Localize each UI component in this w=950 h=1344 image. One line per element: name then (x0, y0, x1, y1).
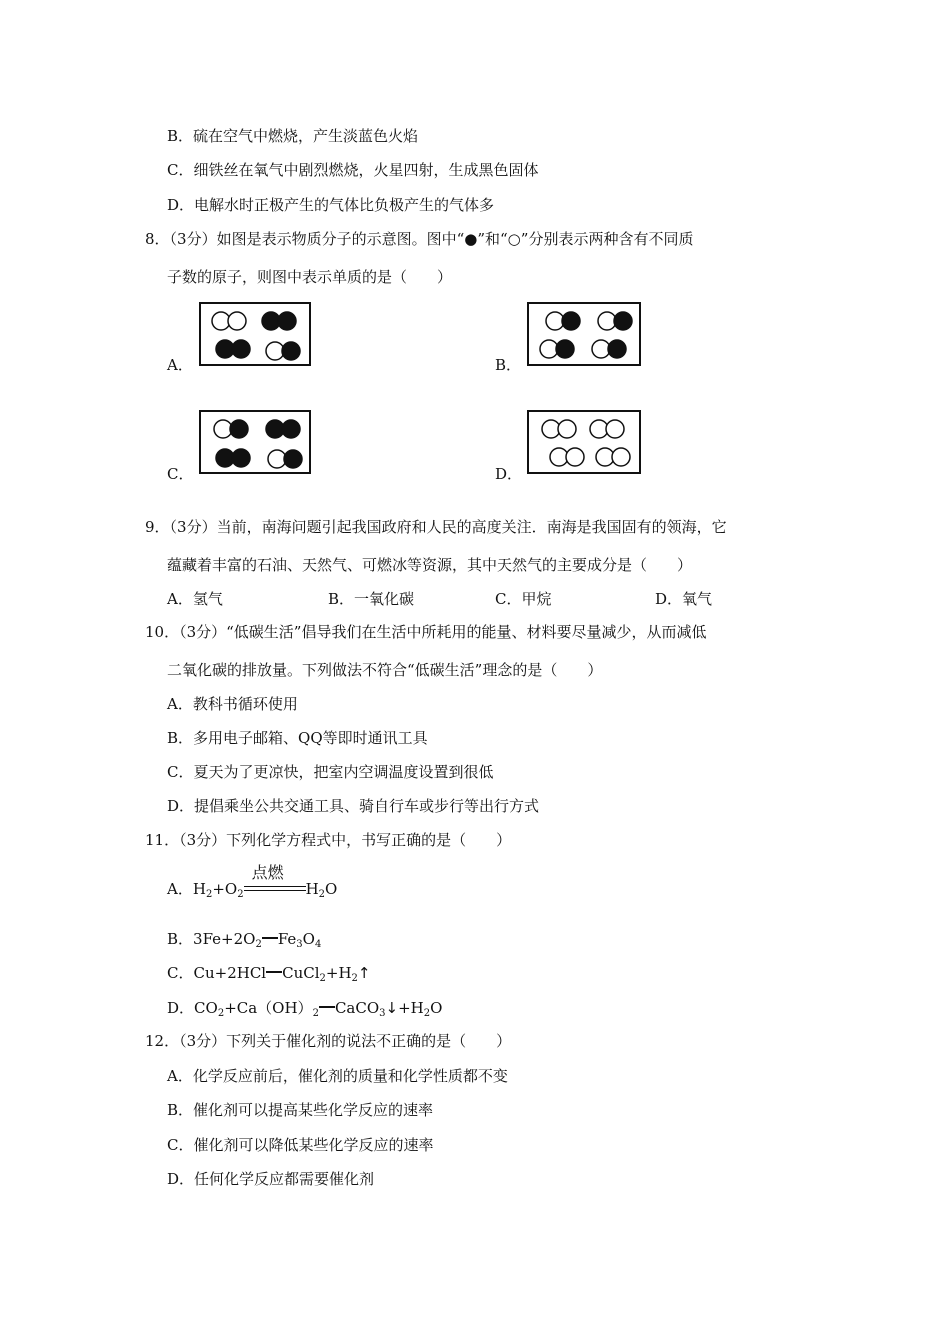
q11-d-term: +H (398, 999, 424, 1017)
q11-a-sub: 2 (318, 889, 326, 900)
q8-stem-line2: 子数的原子，则图中表示单质的是（ ） (167, 268, 453, 286)
q8-diagram-d (527, 410, 641, 474)
q11-c-equals-sign (266, 971, 282, 973)
q11-b-term: 3Fe+2O (193, 930, 256, 948)
q9-option-a: A．氢气 (167, 590, 223, 608)
q9-option-c: C．甲烷 (495, 590, 552, 608)
q11-a-term: O (325, 880, 338, 898)
q8-stem-line1: 8．（3分）如图是表示物质分子的示意图。图中“●”和“○”分别表示两种含有不同质 (145, 230, 694, 248)
q11-b-label: B． (167, 930, 194, 948)
q10-option-c: C．夏天为了更凉快，把室内空调温度设置到很低 (167, 763, 494, 781)
q11-d-sub: 2 (217, 1008, 225, 1019)
q12-option-d: D．任何化学反应都需要催化剂 (167, 1170, 375, 1188)
q11-d-term: +Ca（OH） (224, 999, 313, 1017)
q11-b-sub: 2 (255, 939, 262, 950)
q8-label-c: C． (167, 465, 194, 483)
q8-label-a: A． (167, 356, 193, 374)
q9-stem-line2: 蕴藏着丰富的石油、天然气、可燃冰等资源，其中天然气的主要成分是（ ） (167, 556, 693, 574)
q7-option-d: D．电解水时正极产生的气体比负极产生的气体多 (167, 196, 495, 214)
q9-option-d: D．氧气 (655, 590, 713, 608)
q11-d-term: O (430, 999, 443, 1017)
q10-option-b: B．多用电子邮箱、QQ等即时通讯工具 (167, 729, 428, 747)
q11-c-term: Cu+2HCl (193, 964, 267, 982)
q11-a-sub: 2 (237, 889, 244, 900)
q10-stem-line1: 10．（3分）“低碳生活”倡导我们在生活中所耗用的能量、材料要尽量减少，从而减低 (145, 623, 707, 641)
q11-c-sub: 2 (351, 973, 358, 984)
q11-c-term: +H (325, 964, 352, 982)
q11-b-term: Fe (277, 930, 297, 948)
q11-a-term: H (192, 880, 206, 898)
q8-diagram-b (527, 302, 641, 366)
q11-option-c (167, 962, 371, 984)
q8-label-d: D． (495, 465, 523, 483)
q12-option-b: B．催化剂可以提高某些化学反应的速率 (167, 1101, 434, 1119)
q11-d-sub: 2 (312, 1008, 319, 1019)
q9-stem-line1: 9．（3分）当前，南海问题引起我国政府和人民的高度关注．南海是我国固有的领海，它 (145, 518, 727, 536)
q11-b-sub: 4 (314, 939, 322, 950)
q11-c-term: CuCl (282, 964, 320, 982)
q12-option-a: A．化学反应前后，催化剂的质量和化学性质都不变 (167, 1067, 508, 1085)
q8-diagram-a (199, 302, 311, 366)
q11-option-a (167, 863, 338, 900)
q10-option-a: A．教科书循环使用 (167, 695, 298, 713)
q11-a-term: +O (212, 880, 238, 898)
q12-option-c: C．催化剂可以降低某些化学反应的速率 (167, 1136, 434, 1154)
precipitate-arrow-icon: ↓ (385, 999, 399, 1017)
q11-d-sub: 3 (379, 1008, 386, 1019)
q9-option-b: B．一氧化碳 (328, 590, 415, 608)
q11-a-term: H (305, 880, 319, 898)
q11-a-condition: 点燃 (251, 863, 284, 882)
q11-b-equals-sign (262, 937, 278, 939)
q11-option-d (167, 997, 442, 1019)
q8-diagram-c (199, 410, 311, 474)
gas-arrow-icon: ↑ (357, 964, 371, 982)
q11-option-b (167, 928, 321, 950)
q11-b-term: O (302, 930, 315, 948)
q7-option-c: C．细铁丝在氧气中剧烈燃烧，火星四射，生成黑色固体 (167, 161, 539, 179)
q11-c-label: C． (167, 964, 194, 982)
q11-d-term: CO (194, 999, 218, 1017)
q11-d-equals-sign (319, 1006, 335, 1008)
q11-a-ignite-sign (244, 863, 306, 896)
q11-a-label: A． (167, 880, 193, 898)
q11-d-sub: 2 (423, 1008, 431, 1019)
q10-stem-line2: 二氧化碳的排放量。下列做法不符合“低碳生活”理念的是（ ） (167, 661, 603, 679)
q12-stem: 12．（3分）下列关于催化剂的说法不正确的是（ ） (145, 1032, 512, 1050)
q11-d-label: D． (167, 999, 195, 1017)
q8-label-b: B． (495, 356, 522, 374)
q11-a-sub: 2 (205, 889, 213, 900)
q10-option-d: D．提倡乘坐公共交通工具、骑自行车或步行等出行方式 (167, 797, 540, 815)
q11-d-term: CaCO (334, 999, 380, 1017)
q11-b-sub: 3 (296, 939, 303, 950)
q11-c-sub: 2 (319, 973, 326, 984)
q7-option-b: B．硫在空气中燃烧，产生淡蓝色火焰 (167, 127, 419, 145)
q11-stem: 11．（3分）下列化学方程式中，书写正确的是（ ） (145, 831, 512, 849)
